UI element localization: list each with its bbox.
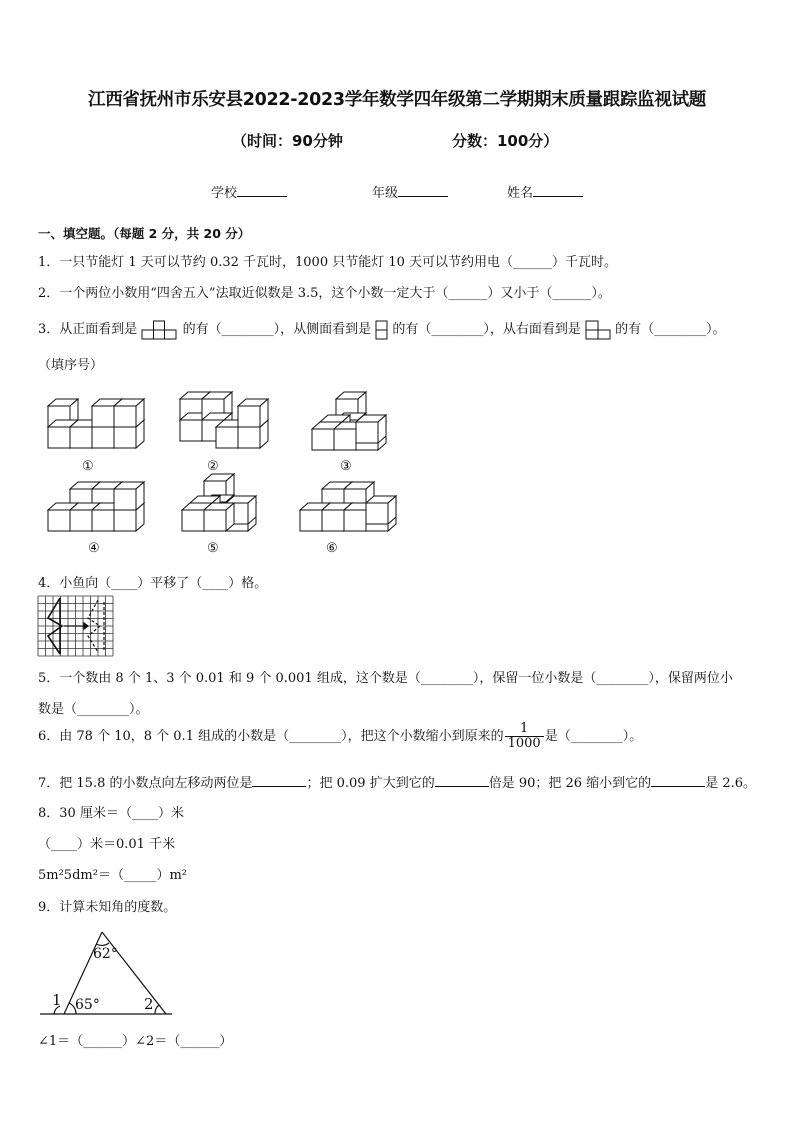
exam-time: （时间：90分钟 [232,132,343,150]
question-5-line-2: 数是（________）。 [38,702,149,717]
cube-figure-6 [300,482,396,531]
fraction-denominator: 1000 [507,736,541,751]
question-6 [38,722,642,751]
school-label: 学校 [211,186,238,201]
cube-figure-4 [48,482,144,531]
q6-text-1: 6．由 78 个 10，8 个 0.1 组成的小数是（________），把这个小数缩小到原来的 [38,729,504,744]
figure-label-5: ⑤ [207,541,219,556]
question-9-answer: ∠1＝（______）∠2＝（______） [38,1034,233,1049]
figure-label-3: ③ [340,459,352,474]
figure-label-1: ① [82,459,94,474]
school-blank[interactable] [237,184,287,197]
angle-2-label: 2 [144,995,154,1013]
question-4: 4．小鱼向（____）平移了（____）格。 [38,576,268,591]
q3-text-3: 的有（________），从右面看到是 [392,322,581,337]
q7-text-2: ；把 0.09 扩大到它的 [306,776,435,791]
right-view-icon [585,320,611,340]
q7-blank-3[interactable] [651,774,705,787]
name-field [507,182,583,201]
question-3 [38,318,726,340]
q7-text-4: 是 2.6。 [705,776,756,791]
name-blank[interactable] [533,184,583,197]
cube-figures [38,386,398,566]
q7-blank-1[interactable] [252,774,306,787]
triangle-right-side [102,932,166,1014]
exam-score: 分数：100分） [452,132,559,150]
angle2-arc [155,1005,159,1014]
angle-left-label: 65° [75,997,100,1013]
figure-label-6: ⑥ [326,541,338,556]
fraction [505,722,544,751]
question-5-line-1: 5．一个数由 8 个 1、3 个 0.01 和 9 个 0.001 组成，这个数是（________），保留一位小数是（________），保留两位小 [38,671,733,686]
q3-text-4: 的有（________）。 [615,322,726,337]
cube-figure-5 [182,474,256,531]
grade-label: 年级 [372,186,399,201]
question-9: 9．计算未知角的度数。 [38,900,177,915]
cube-figure-1 [48,399,144,448]
question-8-line-2: （____）米＝0.01 千米 [38,837,176,852]
cube-figure-3 [312,392,386,450]
page-title: 江西省抚州市乐安县2022-2023学年数学四年级第二学期期末质量跟踪监视试题 [88,90,706,110]
question-8-line-1: 8．30 厘米＝（____）米 [38,806,184,821]
grade-blank[interactable] [398,184,448,197]
question-8-line-3: 5m²5dm²＝（_____）m² [38,868,187,883]
angle-top-label: 62° [93,946,118,962]
side-view-icon [375,320,388,340]
fish-grid [38,596,118,658]
q3-text-1: 3．从正面看到是 [38,322,138,337]
cube-figure-2 [180,392,268,448]
front-view-icon [141,320,178,340]
question-1: 1．一只节能灯 1 天可以节约 0.32 千瓦时，1000 只节能灯 10 天可以节约用电（______）千瓦时。 [38,255,618,270]
section-heading: 一、填空题。（每题 2 分，共 20 分） [38,226,251,241]
move-arrow [64,623,88,629]
angle-1-label: 1 [52,991,62,1009]
question-2: 2．一个两位小数用“四舍五入”法取近似数是 3.5，这个小数一定大于（______）又小于（______）。 [38,286,611,301]
q6-text-2: 是（________）。 [544,729,643,744]
question-7 [38,772,756,791]
figure-label-4: ④ [88,541,100,556]
q7-text-3: 倍是 90；把 26 缩小到它的 [488,776,652,791]
fraction-numerator: 1 [505,722,544,737]
school-field [211,182,287,201]
q7-text-1: 7．把 15.8 的小数点向左移动两位是 [38,776,253,791]
q3-note: （填序号） [38,358,104,373]
figure-label-2: ② [207,459,219,474]
q7-blank-2[interactable] [435,774,489,787]
name-label: 姓名 [507,186,534,201]
grade-field [372,182,448,201]
q3-text-2: 的有（________），从侧面看到是 [182,322,372,337]
